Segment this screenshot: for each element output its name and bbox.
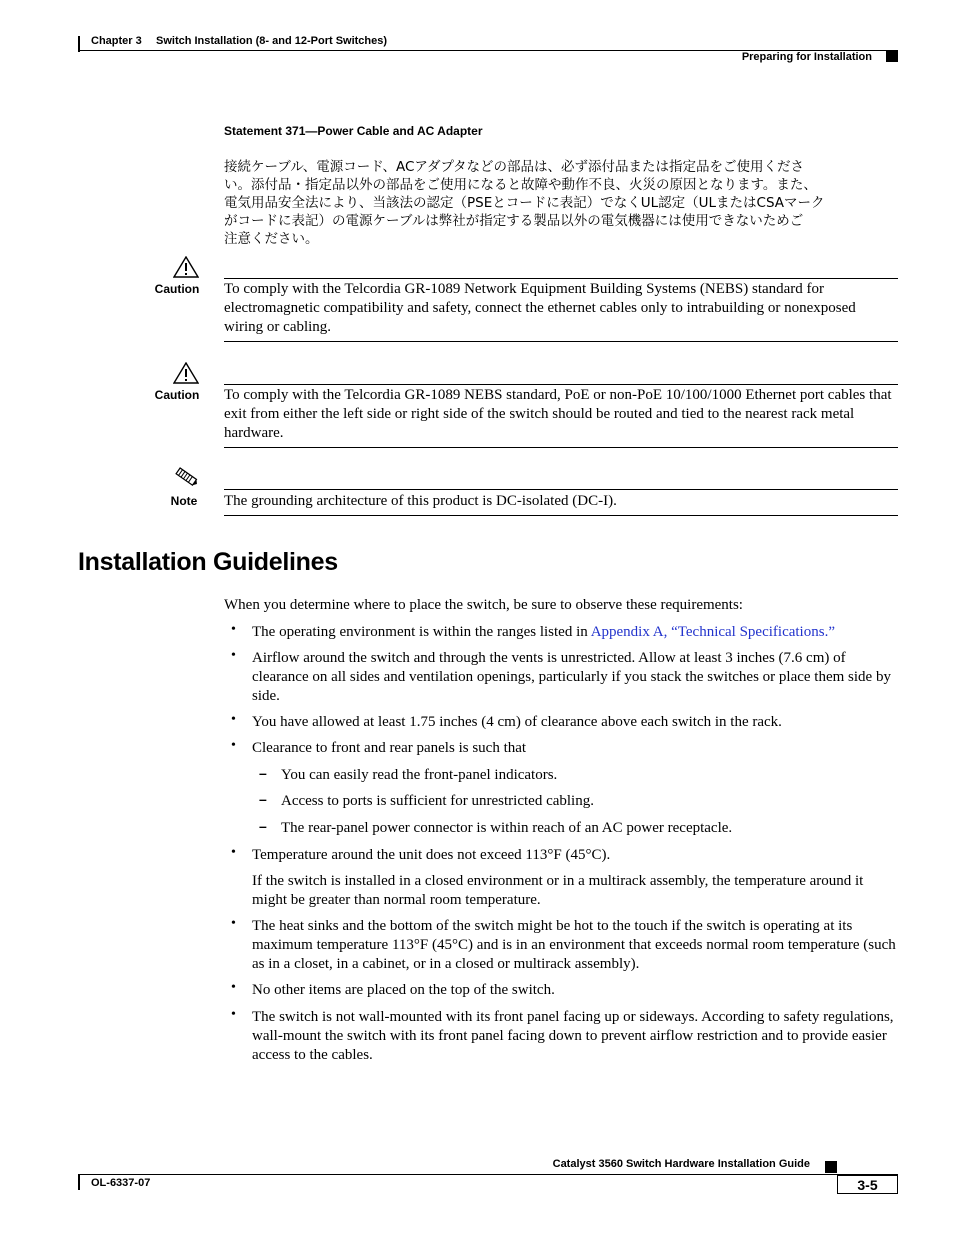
jp-line: がコードに表記）の電源ケーブルは弊社が指定する製品以外の電気機器には使用できないためご <box>224 213 804 229</box>
list-item: The heat sinks and the bottom of the switch might be hot to the touch if the switch is operating at its maximum temperature 113°F (45°C) and is in an environment that exceeds normal room temperature (such as in a closet, in a cabinet, or in a closed or multirack assembly). <box>252 918 896 972</box>
caution-triangle-icon <box>173 256 199 278</box>
statement-title: Statement 371—Power Cable and AC Adapter <box>224 124 483 138</box>
jp-line: 接続ケーブル、電源コード、ACアダプタなどの部品は、必ず添付品または指定品をご使用くださ <box>224 159 805 175</box>
list-item: Clearance to front and rear panels is such that <box>252 740 527 756</box>
list-item: No other items are placed on the top of the switch. <box>252 982 555 998</box>
section-intro: When you determine where to place the switch, be sure to observe these requirements: <box>224 597 743 613</box>
list-item: Airflow around the switch and through the vents is unrestricted. Allow at least 3 inches (7.6 cm) of clearance on all sides and ventilation openings, particularly if you stack the switches or place them side by side. <box>252 650 891 704</box>
statement-japanese-text <box>224 158 904 248</box>
pencil-note-icon <box>173 466 199 488</box>
caution-bottom-rule <box>224 447 898 448</box>
footer-black-square <box>825 1161 837 1173</box>
sub-item-dash: – <box>259 791 267 807</box>
appendix-a-link[interactable]: Appendix A, “Technical Specifications.” <box>590 624 835 640</box>
note-top-rule <box>224 489 898 490</box>
bullet-dot: • <box>231 1007 236 1022</box>
jp-line: 注意ください。 <box>224 231 319 247</box>
caution-text: To comply with the Telcordia GR-1089 Network Equipment Building Systems (NEBS) standard for electromagnetic compatibility and safety, connect the ethernet cables only to intrabuilding or nonexposed wiring or cabling. <box>224 281 856 335</box>
bullet-dot: • <box>231 980 236 995</box>
caution-label: Caution <box>154 282 200 296</box>
sub-item-dash: – <box>259 818 267 834</box>
caution-triangle-icon <box>173 362 199 384</box>
sub-list-item: You can easily read the front-panel indicators. <box>281 767 558 783</box>
jp-line: い。添付品・指定品以外の部品をご使用になると故障や動作不良、火災の原因となります。また、 <box>224 177 817 193</box>
footer-doc-number: OL-6337-07 <box>91 1177 151 1189</box>
list-item-text: The operating environment is within the ranges listed in <box>252 624 591 640</box>
bullet-dot: • <box>231 712 236 727</box>
list-item-paragraph: If the switch is installed in a closed environment or in a multirack assembly, the temperature around it might be greater than normal room temperature. <box>252 873 864 908</box>
bullet-dot: • <box>231 738 236 753</box>
caution-label: Caution <box>154 388 200 402</box>
header-black-square <box>886 51 898 62</box>
sub-list-item: Access to ports is sufficient for unrestricted cabling. <box>281 793 594 809</box>
footer-page-number-box <box>837 1175 898 1194</box>
bullet-dot: • <box>231 845 236 860</box>
note-text: The grounding architecture of this product is DC-isolated (DC-I). <box>224 493 617 509</box>
list-item: The switch is not wall-mounted with its front panel facing up or sideways. According to safety regulations, wall-mount the switch with its front panel facing down to prevent airflow restriction and to provide easier access to the cables. <box>252 1009 894 1063</box>
jp-line: 電気用品安全法により、当該法の認定（PSEとコードに表記）でなくUL認定（ULまたはCSAマーク <box>224 195 825 211</box>
bullet-dot: • <box>231 648 236 663</box>
list-item: Temperature around the unit does not exceed 113°F (45°C). <box>252 847 611 863</box>
header-section: Preparing for Installation <box>741 51 872 63</box>
caution-top-rule <box>224 278 898 279</box>
list-item: You have allowed at least 1.75 inches (4 cm) of clearance above each switch in the rack. <box>252 714 782 730</box>
sub-item-dash: – <box>259 765 267 781</box>
section-heading: Installation Guidelines <box>78 548 338 576</box>
caution-text: To comply with the Telcordia GR-1089 NEBS standard, PoE or non-PoE 10/100/1000 Ethernet port cables that exit from either the left side or right side of the switch should be routed and tied to the nearest rack metal hardware. <box>224 387 892 441</box>
header-chapter-title: Switch Installation (8- and 12-Port Switches) <box>156 35 388 47</box>
footer-left-bar <box>78 1174 80 1190</box>
bullet-dot: • <box>231 622 236 637</box>
caution-bottom-rule <box>224 341 898 342</box>
header-chapter: Chapter 3 <box>91 35 142 47</box>
footer-rule <box>78 1174 898 1175</box>
footer-guide-title: Catalyst 3560 Switch Hardware Installation Guide <box>552 1158 810 1170</box>
footer-page-number: 3-5 <box>857 1177 878 1193</box>
note-label: Note <box>170 494 198 508</box>
list-item <box>252 623 898 642</box>
note-bottom-rule <box>224 515 898 516</box>
sub-list-item: The rear-panel power connector is within reach of an AC power receptacle. <box>281 820 733 836</box>
bullet-dot: • <box>231 916 236 931</box>
caution-top-rule <box>224 384 898 385</box>
